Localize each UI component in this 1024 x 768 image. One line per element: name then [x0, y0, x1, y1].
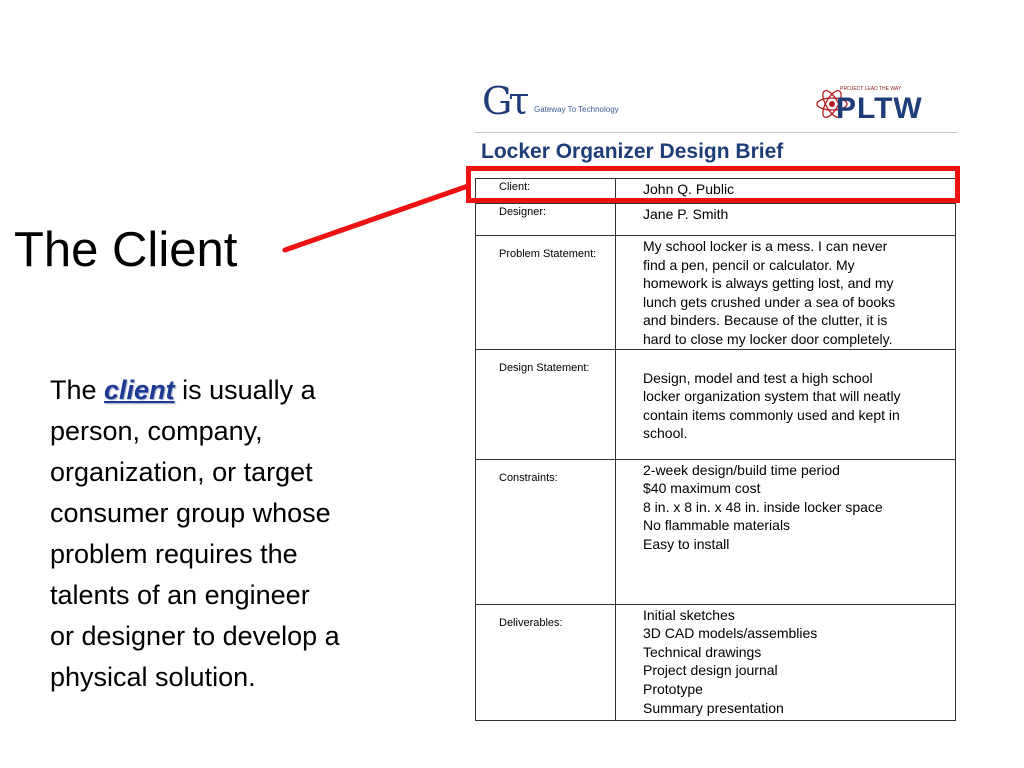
- value-line: Project design journal: [643, 662, 778, 679]
- value-line: hard to close my locker door completely.: [643, 330, 893, 347]
- document-title: Locker Organizer Design Brief: [481, 140, 784, 163]
- value-line: No flammable materials: [643, 517, 791, 534]
- value-line: locker organization system that will neatly: [643, 388, 901, 405]
- value-line: My school locker is a mess. I can never: [643, 238, 888, 254]
- value-line: Summary presentation: [643, 699, 784, 716]
- pltw-logo: PLTW: [836, 92, 923, 125]
- definition-line-1: [50, 370, 450, 411]
- design-statement-value: [616, 349, 956, 459]
- designer-label: Designer:: [476, 204, 616, 236]
- value-line: contain items commonly used and kept in: [643, 406, 900, 423]
- value-line: Design, model and test a high school: [643, 369, 873, 386]
- design-statement-label: Design Statement:: [476, 349, 616, 459]
- client-row-highlight: [466, 166, 960, 203]
- problem-statement-label: Problem Statement:: [476, 236, 616, 350]
- table-row: [476, 236, 956, 350]
- slide-title: The Client: [14, 223, 238, 277]
- table-row: [476, 349, 956, 459]
- value-line: Jane P. Smith: [643, 206, 729, 222]
- value-line: 2-week design/build time period: [643, 461, 840, 478]
- value-line: school.: [643, 425, 688, 442]
- table-row: [476, 604, 956, 720]
- value-line: John Q. Public: [643, 181, 735, 197]
- gateway-tagline: Gateway To Technology: [534, 105, 619, 114]
- client-keyword: client: [104, 375, 175, 405]
- designer-value: [616, 204, 956, 236]
- definition-line: person, company,: [50, 416, 263, 446]
- definition-line: talents of an engineer: [50, 580, 310, 610]
- design-brief-table: [475, 178, 956, 721]
- table-row: [476, 459, 956, 604]
- problem-statement-value: [616, 236, 956, 350]
- document-header: [474, 72, 958, 133]
- value-line: find a pen, pencil or calculator. My: [643, 256, 855, 273]
- definition-line: problem requires the: [50, 539, 298, 569]
- value-line: and binders. Because of the clutter, it is: [643, 312, 888, 329]
- value-line: lunch gets crushed under a sea of books: [643, 293, 896, 310]
- deliverables-value: [616, 604, 956, 720]
- value-line: Prototype: [643, 680, 703, 697]
- client-definition: [50, 370, 450, 698]
- definition-line: organization, or target: [50, 457, 313, 487]
- value-line: $40 maximum cost: [643, 480, 761, 497]
- definition-line: consumer group whose: [50, 498, 331, 528]
- constraints-value: [616, 459, 956, 604]
- definition-line: physical solution.: [50, 662, 256, 692]
- value-line: [643, 351, 955, 369]
- value-line: Technical drawings: [643, 643, 762, 660]
- definition-text: is usually a: [174, 375, 316, 405]
- gateway-logo: Gτ: [482, 79, 526, 123]
- client-label: Client:: [476, 179, 616, 204]
- pltw-tagline: PROJECT LEAD THE WAY: [840, 86, 902, 92]
- table-row: [476, 204, 956, 236]
- constraints-label: Constraints:: [476, 459, 616, 604]
- deliverables-label: Deliverables:: [476, 604, 616, 720]
- value-line: 3D CAD models/assemblies: [643, 625, 818, 642]
- value-line: 8 in. x 8 in. x 48 in. inside locker space: [643, 498, 883, 515]
- value-line: Initial sketches: [643, 606, 735, 623]
- definition-line: or designer to develop a: [50, 621, 340, 651]
- definition-prefix: The: [50, 375, 105, 405]
- value-line: homework is always getting lost, and my: [643, 275, 894, 292]
- value-line: Easy to install: [643, 535, 730, 552]
